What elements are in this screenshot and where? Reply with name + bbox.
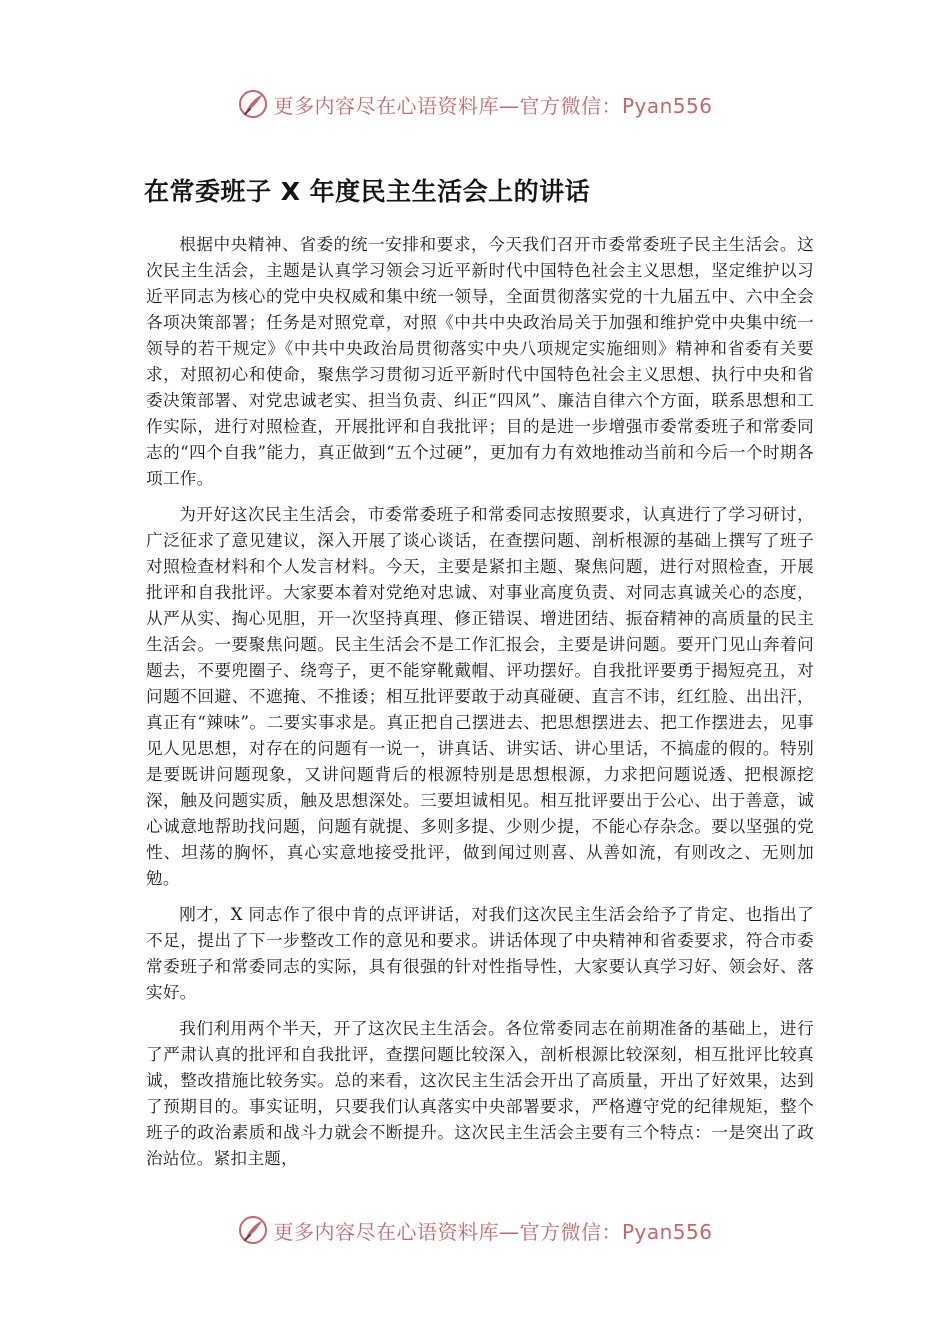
footer-banner-text: 更多内容尽在心语资料库—官方微信：Pyan556 <box>273 1219 713 1244</box>
quill-logo-icon <box>237 1214 269 1246</box>
paragraph-3: 刚才，X 同志作了很中肯的点评讲话，对我们这次民主生活会给予了肯定、也指出了不足，提出了下一步整改工作的意见和要求。讲话体现了中央精神和省委要求，符合市委常委班子和常委同志的实际，具有很强的针对性指导性，大家要认真学习好、领会好、落实好。 <box>146 905 814 1002</box>
document-body <box>146 232 814 1182</box>
footer-banner <box>0 1208 950 1252</box>
paragraph-2: 为开好这次民主生活会，市委常委班子和常委同志按照要求，认真进行了学习研讨，广泛征求了意见建议，深入开展了谈心谈话，在查摆问题、剖析根源的基础上撰写了班子对照检查材料和个人发言材料。今天，主要是紧扣主题、聚焦问题，进行对照检查，开展批评和自我批评。大家要本着对党绝对忠诚、对事业高度负责、对同志真诚关心的态度，从严从实、掏心见胆，开一次坚持真理、修正错误、增进团结、振奋精神的高质量的民主生活会。一要聚焦问题。民主生活会不是工作汇报会，主要是讲问题。要开门见山奔着问题去，不要兜圈子、绕弯子，更不能穿靴戴帽、评功摆好。自我批评要勇于揭短亮丑，对问题不回避、不遮掩、不推诿；相互批评要敢于动真碰硬、直言不讳，红红脸、出出汗，真正有“辣味”。二要实事求是。真正把自己摆进去、把思想摆进去、把工作摆进去，见事见人见思想，对存在的问题有一说一，讲真话、讲实话、讲心里话，不搞虚的假的。特别是要既讲问题现象，又讲问题背后的根源特别是思想根源，力求把问题说透、把根源挖深，触及问题实质，触及思想深处。三要坦诚相见。相互批评要出于公心、出于善意，诚心诚意地帮助找问题，问题有就提、多则多提、少则少提，不能心存杂念。要以坚强的党性、坦荡的胸怀，真心实意地接受批评，做到闻过则喜、从善如流，有则改之、无则加勉。 <box>146 505 814 888</box>
paragraph-4: 我们利用两个半天，开了这次民主生活会。各位常委同志在前期准备的基础上，进行了严肃认真的批评和自我批评，查摆问题比较深入，剖析根源比较深刻，相互批评比较真诚，整改措施比较务实。总的来看，这次民主生活会开出了高质量，开出了好效果，达到了预期目的。事实证明，只要我们认真落实中央部署要求，严格遵守党的纪律规矩，整个班子的政治素质和战斗力就会不断提升。这次民主生活会主要有三个特点：一是突出了政治站位。紧扣主题， <box>146 1019 814 1168</box>
document-title: 在常委班子 X 年度民主生活会上的讲话 <box>144 177 591 206</box>
paragraph-1: 根据中央精神、省委的统一安排和要求，今天我们召开市委常委班子民主生活会。这次民主生活会，主题是认真学习领会习近平新时代中国特色社会主义思想，坚定维护以习近平同志为核心的党中央权威和集中统一领导，全面贯彻落实党的十九届五中、六中全会各项决策部署；任务是对照党章，对照《中共中央政治局关于加强和维护党中央集中统一领导的若干规定》《中共中央政治局贯彻落实中央八项规定实施细则》精神和省委有关要求，对照初心和使命，聚焦学习贯彻习近平新时代中国特色社会主义思想、执行中央和省委决策部署、对党忠诚老实、担当负责、纠正“四风”、廉洁自律六个方面，联系思想和工作实际，进行对照检查，开展批评和自我批评；目的是进一步增强市委常委班子和常委同志的“四个自我”能力，真正做到“五个过硬”，更加有力有效地推动当前和今后一个时期各项工作。 <box>146 235 814 488</box>
quill-logo-icon <box>237 88 269 120</box>
header-banner <box>0 82 950 126</box>
header-banner-text: 更多内容尽在心语资料库—官方微信：Pyan556 <box>273 93 713 118</box>
